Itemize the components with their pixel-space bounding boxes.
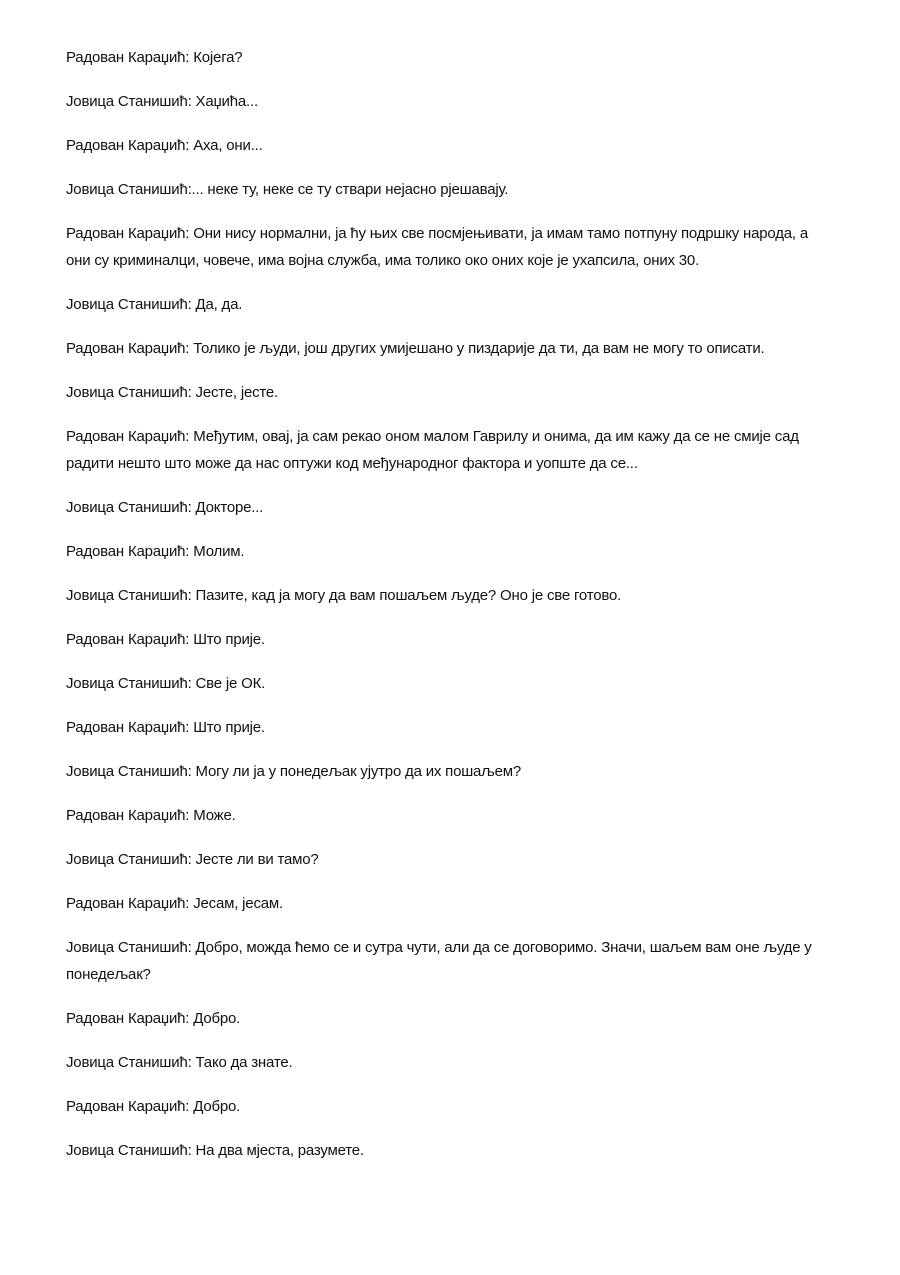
transcript-line: Јовица Станишић: Тако да знате. — [66, 1054, 293, 1071]
transcript-line: Јовица Станишић: Пазите, кад ја могу да вам пошаљем људе? Оно је све готово. — [66, 587, 622, 604]
transcript-line: Радован Караџић: Аха, они... — [66, 137, 263, 154]
transcript-line: Радован Караџић: Што прије. — [66, 631, 265, 648]
transcript-line: Радован Караџић: Молим. — [66, 543, 245, 560]
transcript-line: Јовица Станишић: На два мјеста, разумете. — [66, 1142, 364, 1159]
transcript-line: Јовица Станишић: Све је ОК. — [66, 675, 266, 692]
transcript-line: Јовица Станишић: Докторе... — [66, 499, 264, 516]
transcript-line: Радован Караџић: Може. — [66, 807, 236, 824]
transcript-line: Радован Караџић: Толико је људи, још других умијешано у пиздарије да ти, да вам не могу то описати. — [66, 340, 765, 357]
transcript-line: Јовица Станишић: Јесте ли ви тамо? — [66, 851, 319, 868]
transcript — [66, 44, 836, 1181]
transcript-line: Јовица Станишић: Добро, можда ћемо се и сутра чути, али да се договоримо. Значи, шаљем вам оне људе у понедељак? — [66, 939, 812, 983]
transcript-line: Јовица Станишић:... неке ту, неке се ту ствари нејасно рјешавају. — [66, 181, 509, 198]
transcript-line: Јовица Станишић: Јесте, јесте. — [66, 384, 279, 401]
transcript-line: Јовица Станишић: Могу ли ја у понедељак ујутро да их пошаљем? — [66, 763, 521, 780]
transcript-line: Радован Караџић: Јесам, јесам. — [66, 895, 283, 912]
transcript-line: Радован Караџић: Којега? — [66, 49, 243, 66]
transcript-line: Радован Караџић: Добро. — [66, 1010, 241, 1027]
transcript-line: Радован Караџић: Што прије. — [66, 719, 265, 736]
transcript-line: Радован Караџић: Међутим, овај, ја сам рекао оном малом Гаврилу и онима, да им кажу да се не смије сад радити нешто што може да нас оптужи код међународног фактора и уопште да се... — [66, 428, 799, 472]
transcript-line: Јовица Станишић: Хаџића... — [66, 93, 258, 110]
transcript-line: Радован Караџић: Они нису нормални, ја ћу њих све посмјењивати, ја имам тамо потпуну подршку народа, а они су криминалци, човече, има војна служба, има толико око оних које је ухапсила, оних 30. — [66, 225, 808, 269]
transcript-line: Јовица Станишић: Да, да. — [66, 296, 243, 313]
transcript-line: Радован Караџић: Добро. — [66, 1098, 241, 1115]
